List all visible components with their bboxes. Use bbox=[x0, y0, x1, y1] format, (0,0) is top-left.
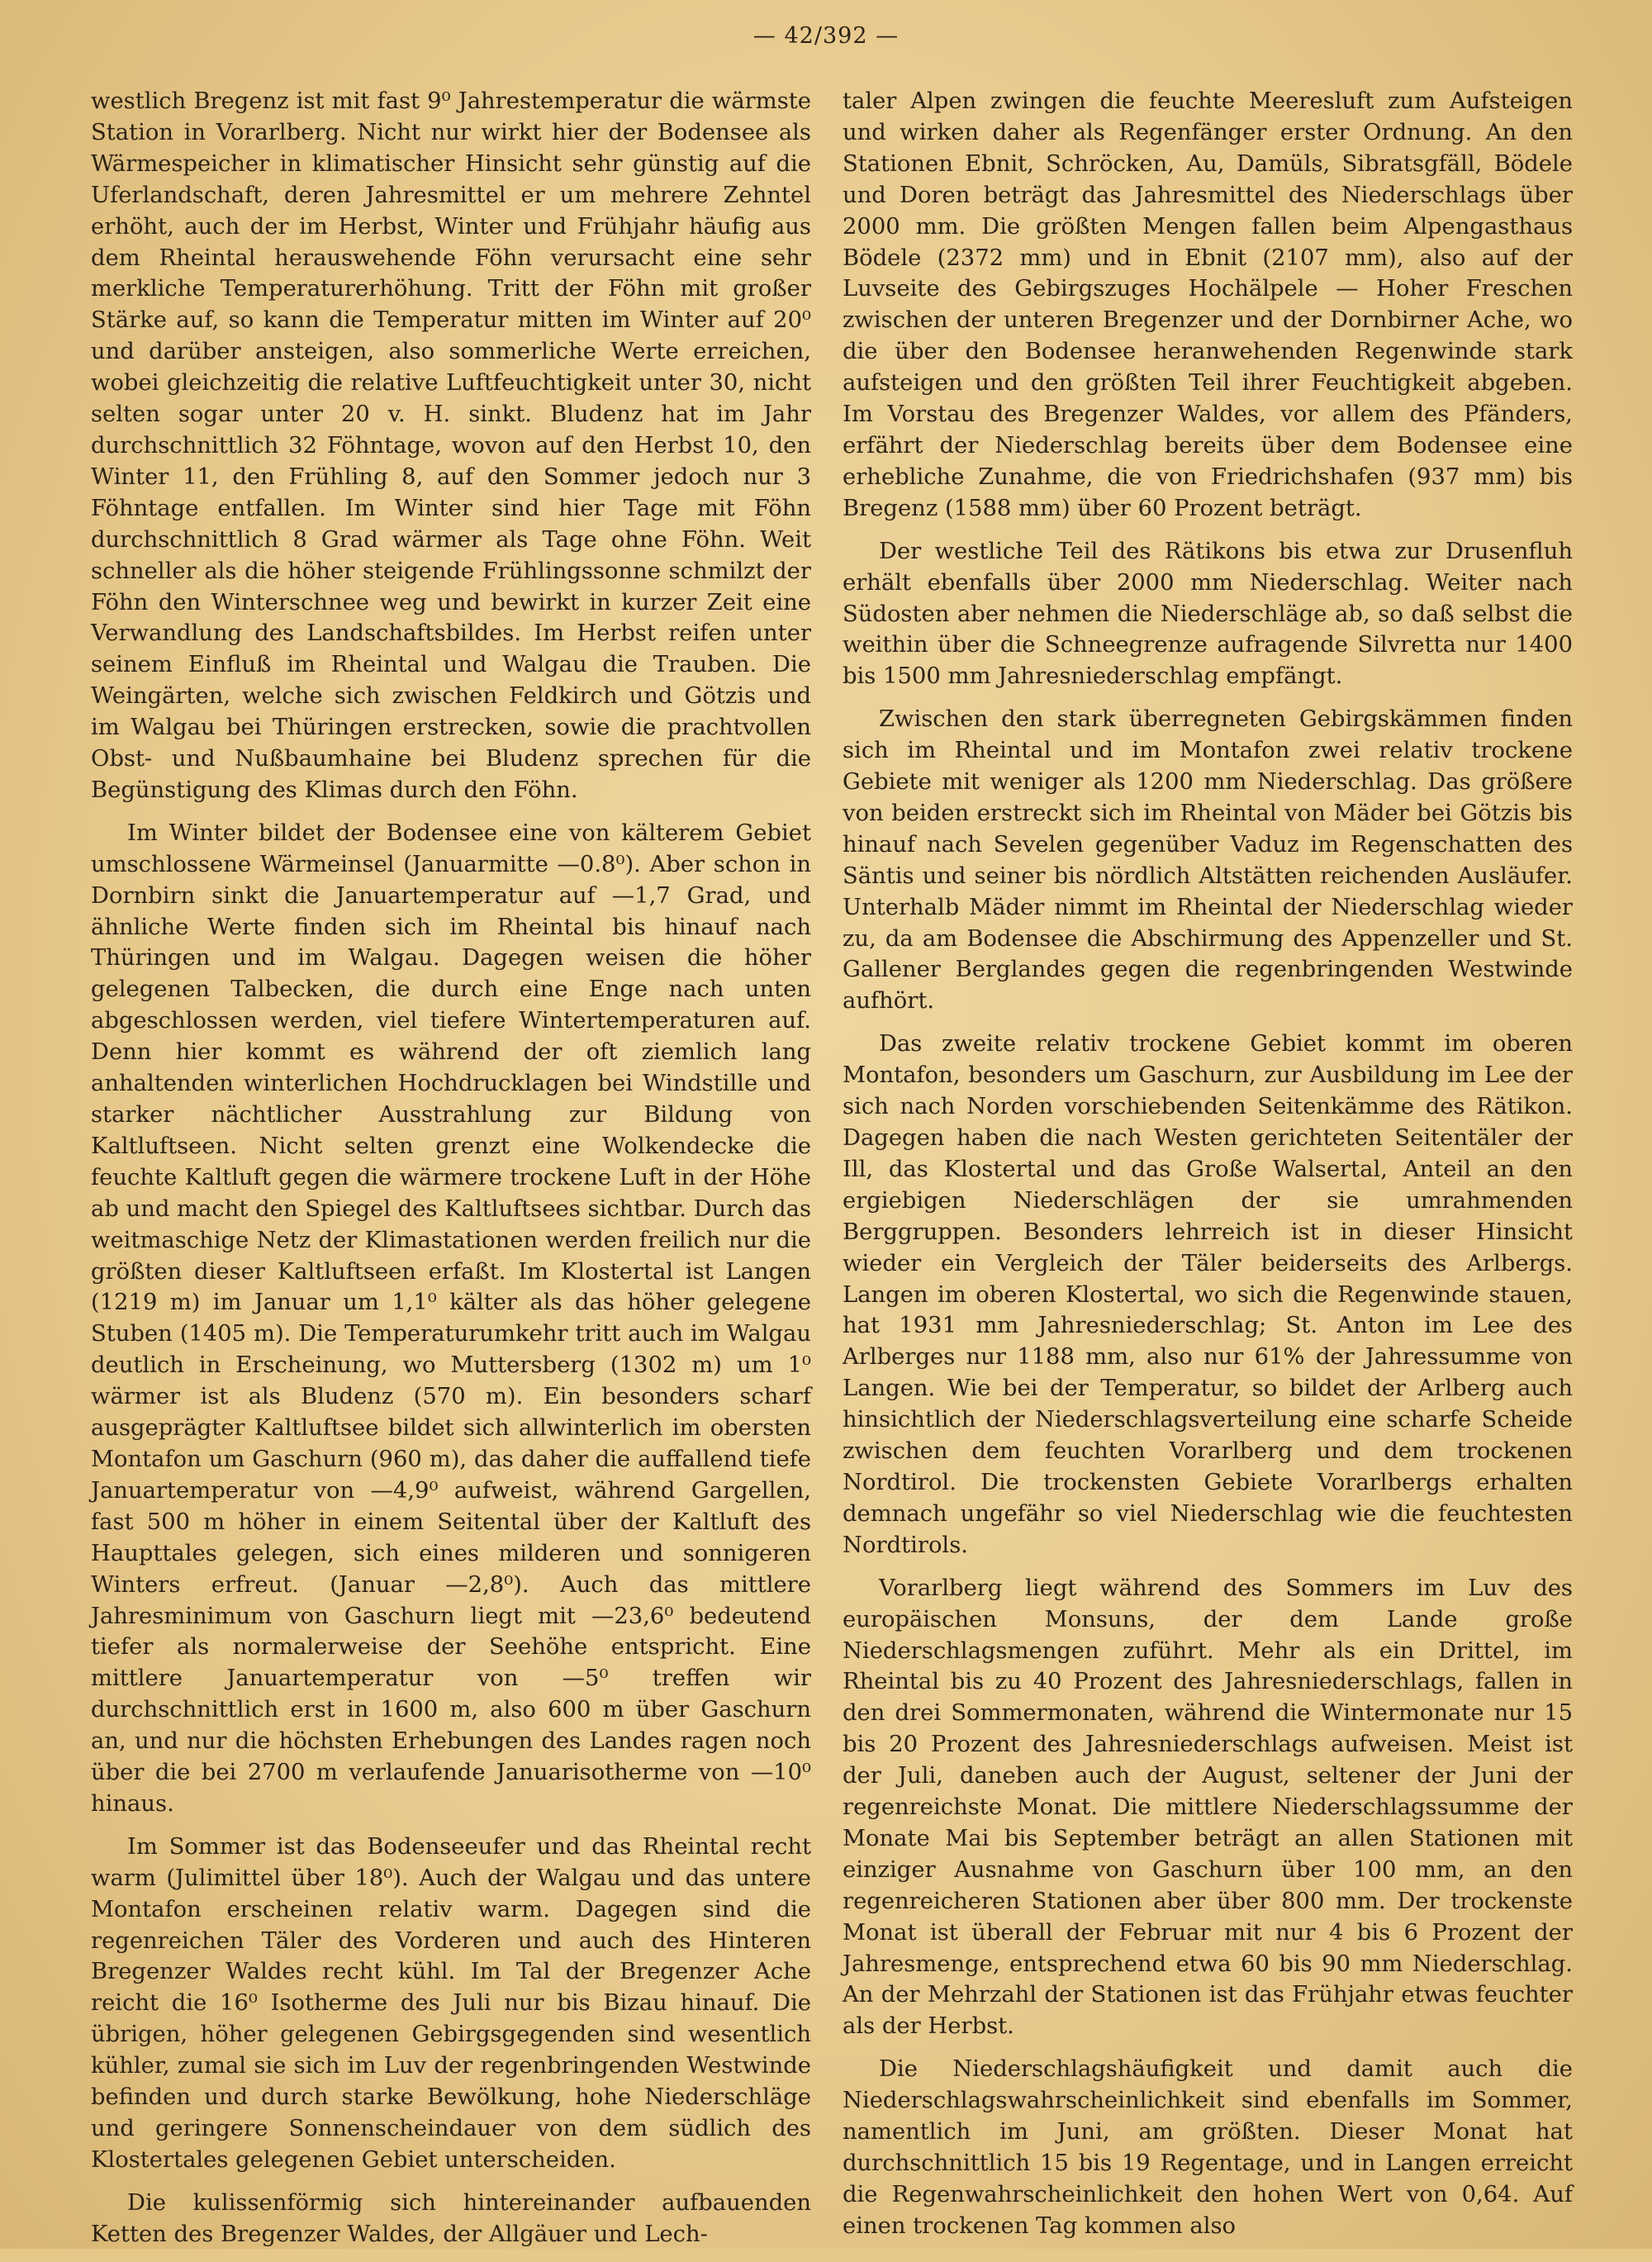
left-column bbox=[91, 86, 811, 2262]
paragraph: Zwischen den stark überregneten Gebirgskämmen finden sich im Rheintal und im Montafon zwei relativ trockene Gebiete mit weniger als 1200 mm Niederschlag. Das größere von beiden erstreckt sich im Rheintal von Mäder bei Götzis bis hinauf nach Sevelen gegenüber Vaduz im Regenschatten des Säntis und seiner bis nördlich Altstätten reichenden Ausläufer. Unterhalb Mäder nimmt im Rheintal der Niederschlag wieder zu, da am Bodensee die Abschirmung des Appenzeller und St. Gallener Berglandes gegen die regenbringenden Westwinde aufhört. bbox=[843, 706, 1573, 1015]
paragraph: taler Alpen zwingen die feuchte Meeresluft zum Aufsteigen und wirken daher als Regenfänger erster Ordnung. An den Stationen Ebnit, Schröcken, Au, Damüls, Sibratsgfäll, Bödele und Doren beträgt das Jahresmittel des Niederschlags über 2000 mm. Die größten Mengen fallen beim Alpengasthaus Bödele (2372 mm) und in Ebnit (2107 mm), also auf der Luvseite des Gebirgszuges Hochälpele — Hoher Freschen zwischen der unteren Bregenzer und der Dornbirner Ache, wo die über den Bodensee heranwehenden Regenwinde stark aufsteigen und den größten Teil ihrer Feuchtigkeit abgeben. Im Vorstau des Bregenzer Waldes, vor allem des Pfänders, erfährt der Niederschlag bereits über dem Bodensee eine erhebliche Zunahme, die von Friedrichshafen (937 mm) bis Bregenz (1588 mm) über 60 Prozent beträgt. bbox=[843, 88, 1573, 521]
paragraph: Das zweite relativ trockene Gebiet kommt im oberen Montafon, besonders um Gaschurn, zur Ausbildung im Lee der sich nach Norden vorschiebenden Seitenkämme des Rätikon. Dagegen haben die nach Westen gerichteten Seitentäler der Ill, das Klostertal und das Große Walsertal, Anteil an den ergiebigen Niederschlägen der sie umrahmenden Berggruppen. Besonders lehrreich ist in dieser Hinsicht wieder ein Vergleich der Täler beiderseits des Arlbergs. Langen im oberen Klostertal, wo sich die Regenwinde stauen, hat 1931 mm Jahresniederschlag; St. Anton im Lee des Arlberges nur 1188 mm, also nur 61% der Jahressumme von Langen. Wie bei der Temperatur, so bildet der Arlberg auch hinsichtlich der Niederschlagsverteilung eine scharfe Scheide zwischen dem feuchten Vorarlberg und dem trockenen Nordtirol. Die trockensten Gebiete Vorarlbergs erhalten demnach ungefähr so viel Niederschlag wie die feuchtesten Nordtirols. bbox=[843, 1031, 1573, 1558]
paragraph: Der westliche Teil des Rätikons bis etwa zur Drusenfluh erhält ebenfalls über 2000 mm Niederschlag. Weiter nach Südosten aber nehmen die Niederschläge ab, so daß selbst die weithin über die Schneegrenze aufragende Silvretta nur 1400 bis 1500 mm Jahresniederschlag empfängt. bbox=[843, 538, 1573, 690]
paragraph: Vorarlberg liegt während des Sommers im Luv des europäischen Monsuns, der dem Lande große Niederschlagsmengen zuführt. Mehr als ein Drittel, im Rheintal bis zu 40 Prozent des Jahresniederschlags, fallen in den drei Sommermonaten, während die Wintermonate nur 15 bis 20 Prozent des Jahresniederschlags aufweisen. Meist ist der Juli, daneben auch der August, seltener der Juni der regenreichste Monat. Die mittlere Niederschlagssumme der Monate Mai bis September beträgt an allen Stationen mit einziger Ausnahme von Gaschurn über 100 mm, an den regenreicheren Stationen aber über 800 mm. Der trockenste Monat ist überall der Februar mit nur 4 bis 6 Prozent der Jahresmenge, entsprechend etwa 60 bis 90 mm Niederschlag. An der Mehrzahl der Stationen ist das Frühjahr etwas feuchter als der Herbst. bbox=[843, 1575, 1573, 2040]
page-number: — 42/392 — bbox=[752, 23, 900, 49]
right-column bbox=[843, 86, 1573, 2254]
paragraph: Im Sommer ist das Bodenseeufer und das Rheintal recht warm (Julimittel über 18⁰). Auch der Walgau und das untere Montafon erscheinen relativ warm. Dagegen sind die regenreichen Täler des Vorderen und auch des Hinteren Bregenzer Waldes recht kühl. Im Tal der Bregenzer Ache reicht die 16⁰ Isotherme des Juli nur bis Bizau hinauf. Die übrigen, höher gelegenen Gebirgsgegenden sind wesentlich kühler, zumal sie sich im Luv der regenbringenden Westwinde befinden und durch starke Bewölkung, hohe Niederschläge und geringere Sonnenscheindauer von dem südlich des Klostertales gelegenen Gebiet unterscheiden. bbox=[91, 1833, 811, 2173]
paragraph: westlich Bregenz ist mit fast 9⁰ Jahrestemperatur die wärmste Station in Vorarlberg. Nicht nur wirkt hier der Bodensee als Wärmespeicher in klimatischer Hinsicht sehr günstig auf die Uferlandschaft, deren Jahresmittel er um mehrere Zehntel erhöht, auch der im Herbst, Winter und Frühjahr häufig aus dem Rheintal herauswehende Föhn verursacht eine sehr merkliche Temperaturerhöhung. Tritt der Föhn mit großer Stärke auf, so kann die Temperatur mitten im Winter auf 20⁰ und darüber ansteigen, also sommerliche Werte erreichen, wobei gleichzeitig die relative Luftfeuchtigkeit unter 30, nicht selten sogar unter 20 v. H. sinkt. Bludenz hat im Jahr durchschnittlich 32 Föhntage, wovon auf den Herbst 10, den Winter 11, den Frühling 8, auf den Sommer jedoch nur 3 Föhntage entfallen. Im Winter sind hier Tage mit Föhn durchschnittlich 8 Grad wärmer als Tage ohne Föhn. Weit schneller als die höher steigende Frühlingssonne schmilzt der Föhn den Winterschnee weg und bewirkt in kurzer Zeit eine Verwandlung des Landschaftsbildes. Im Herbst reifen unter seinem Einfluß im Rheintal und Walgau die Trauben. Die Weingärten, welche sich zwischen Feldkirch und Götzis und im Walgau bei Thüringen erstrecken, sowie die prachtvollen Obst- und Nußbaumhaine bei Bludenz sprechen für die Begünstigung des Klimas durch den Föhn. bbox=[91, 88, 811, 803]
paragraph: Die kulissenförmig sich hintereinander aufbauenden Ketten des Bregenzer Waldes, der Allgäuer und Lech- bbox=[91, 2189, 811, 2247]
paragraph: Im Winter bildet der Bodensee eine von kälterem Gebiet umschlossene Wärmeinsel (Januarmitte —0.8⁰). Aber schon in Dornbirn sinkt die Januartemperatur auf —1,7 Grad, und ähnliche Werte finden sich im Rheintal bis hinauf nach Thüringen und im Walgau. Dagegen weisen die höher gelegenen Talbecken, die durch eine Enge nach unten abgeschlossen werden, viel tiefere Wintertemperaturen auf. Denn hier kommt es während der oft ziemlich lang anhaltenden winterlichen Hochdrucklagen bei Windstille und starker nächtlicher Ausstrahlung zur Bildung von Kaltluftseen. Nicht selten grenzt eine Wolkendecke die feuchte Kaltluft gegen die wärmere trockene Luft in der Höhe ab und macht den Spiegel des Kaltluftsees sichtbar. Durch das weitmaschige Netz der Klimastationen werden freilich nur die größten dieser Kaltluftseen erfaßt. Im Klostertal ist Langen (1219 m) im Januar um 1,1⁰ kälter als das höher gelegene Stuben (1405 m). Die Temperaturumkehr tritt auch im Walgau deutlich in Erscheinung, wo Muttersberg (1302 m) um 1⁰ wärmer ist als Bludenz (570 m). Ein besonders scharf ausgeprägter Kaltluftsee bildet sich allwinterlich im obersten Montafon um Gaschurn (960 m), das daher die auffallend tiefe Januartemperatur von —4,9⁰ aufweist, während Gargellen, fast 500 m höher in einem Seitental über der Kaltluft des Haupttales gelegen, sich eines milderen und sonnigeren Winters erfreut. (Januar —2,8⁰). Auch das mittlere Jahresminimum von Gaschurn liegt mit —23,6⁰ bedeutend tiefer als normalerweise der Seehöhe entspricht. Eine mittlere Januartemperatur von —5⁰ treffen wir durchschnittlich erst in 1600 m, also 600 m über Gaschurn an, und nur die höchsten Erhebungen des Landes ragen noch über die bei 2700 m verlaufende Januarisotherme von —10⁰ hinaus. bbox=[91, 820, 811, 1817]
paragraph: Die Niederschlagshäufigkeit und damit auch die Niederschlagswahrscheinlichkeit sind ebenfalls im Sommer, namentlich im Juni, am größten. Dieser Monat hat durchschnittlich 15 bis 19 Regentage, und in Langen erreicht die Regenwahrscheinlichkeit den hohen Wert von 0,64. Auf einen trockenen Tag kommen also bbox=[843, 2056, 1573, 2239]
